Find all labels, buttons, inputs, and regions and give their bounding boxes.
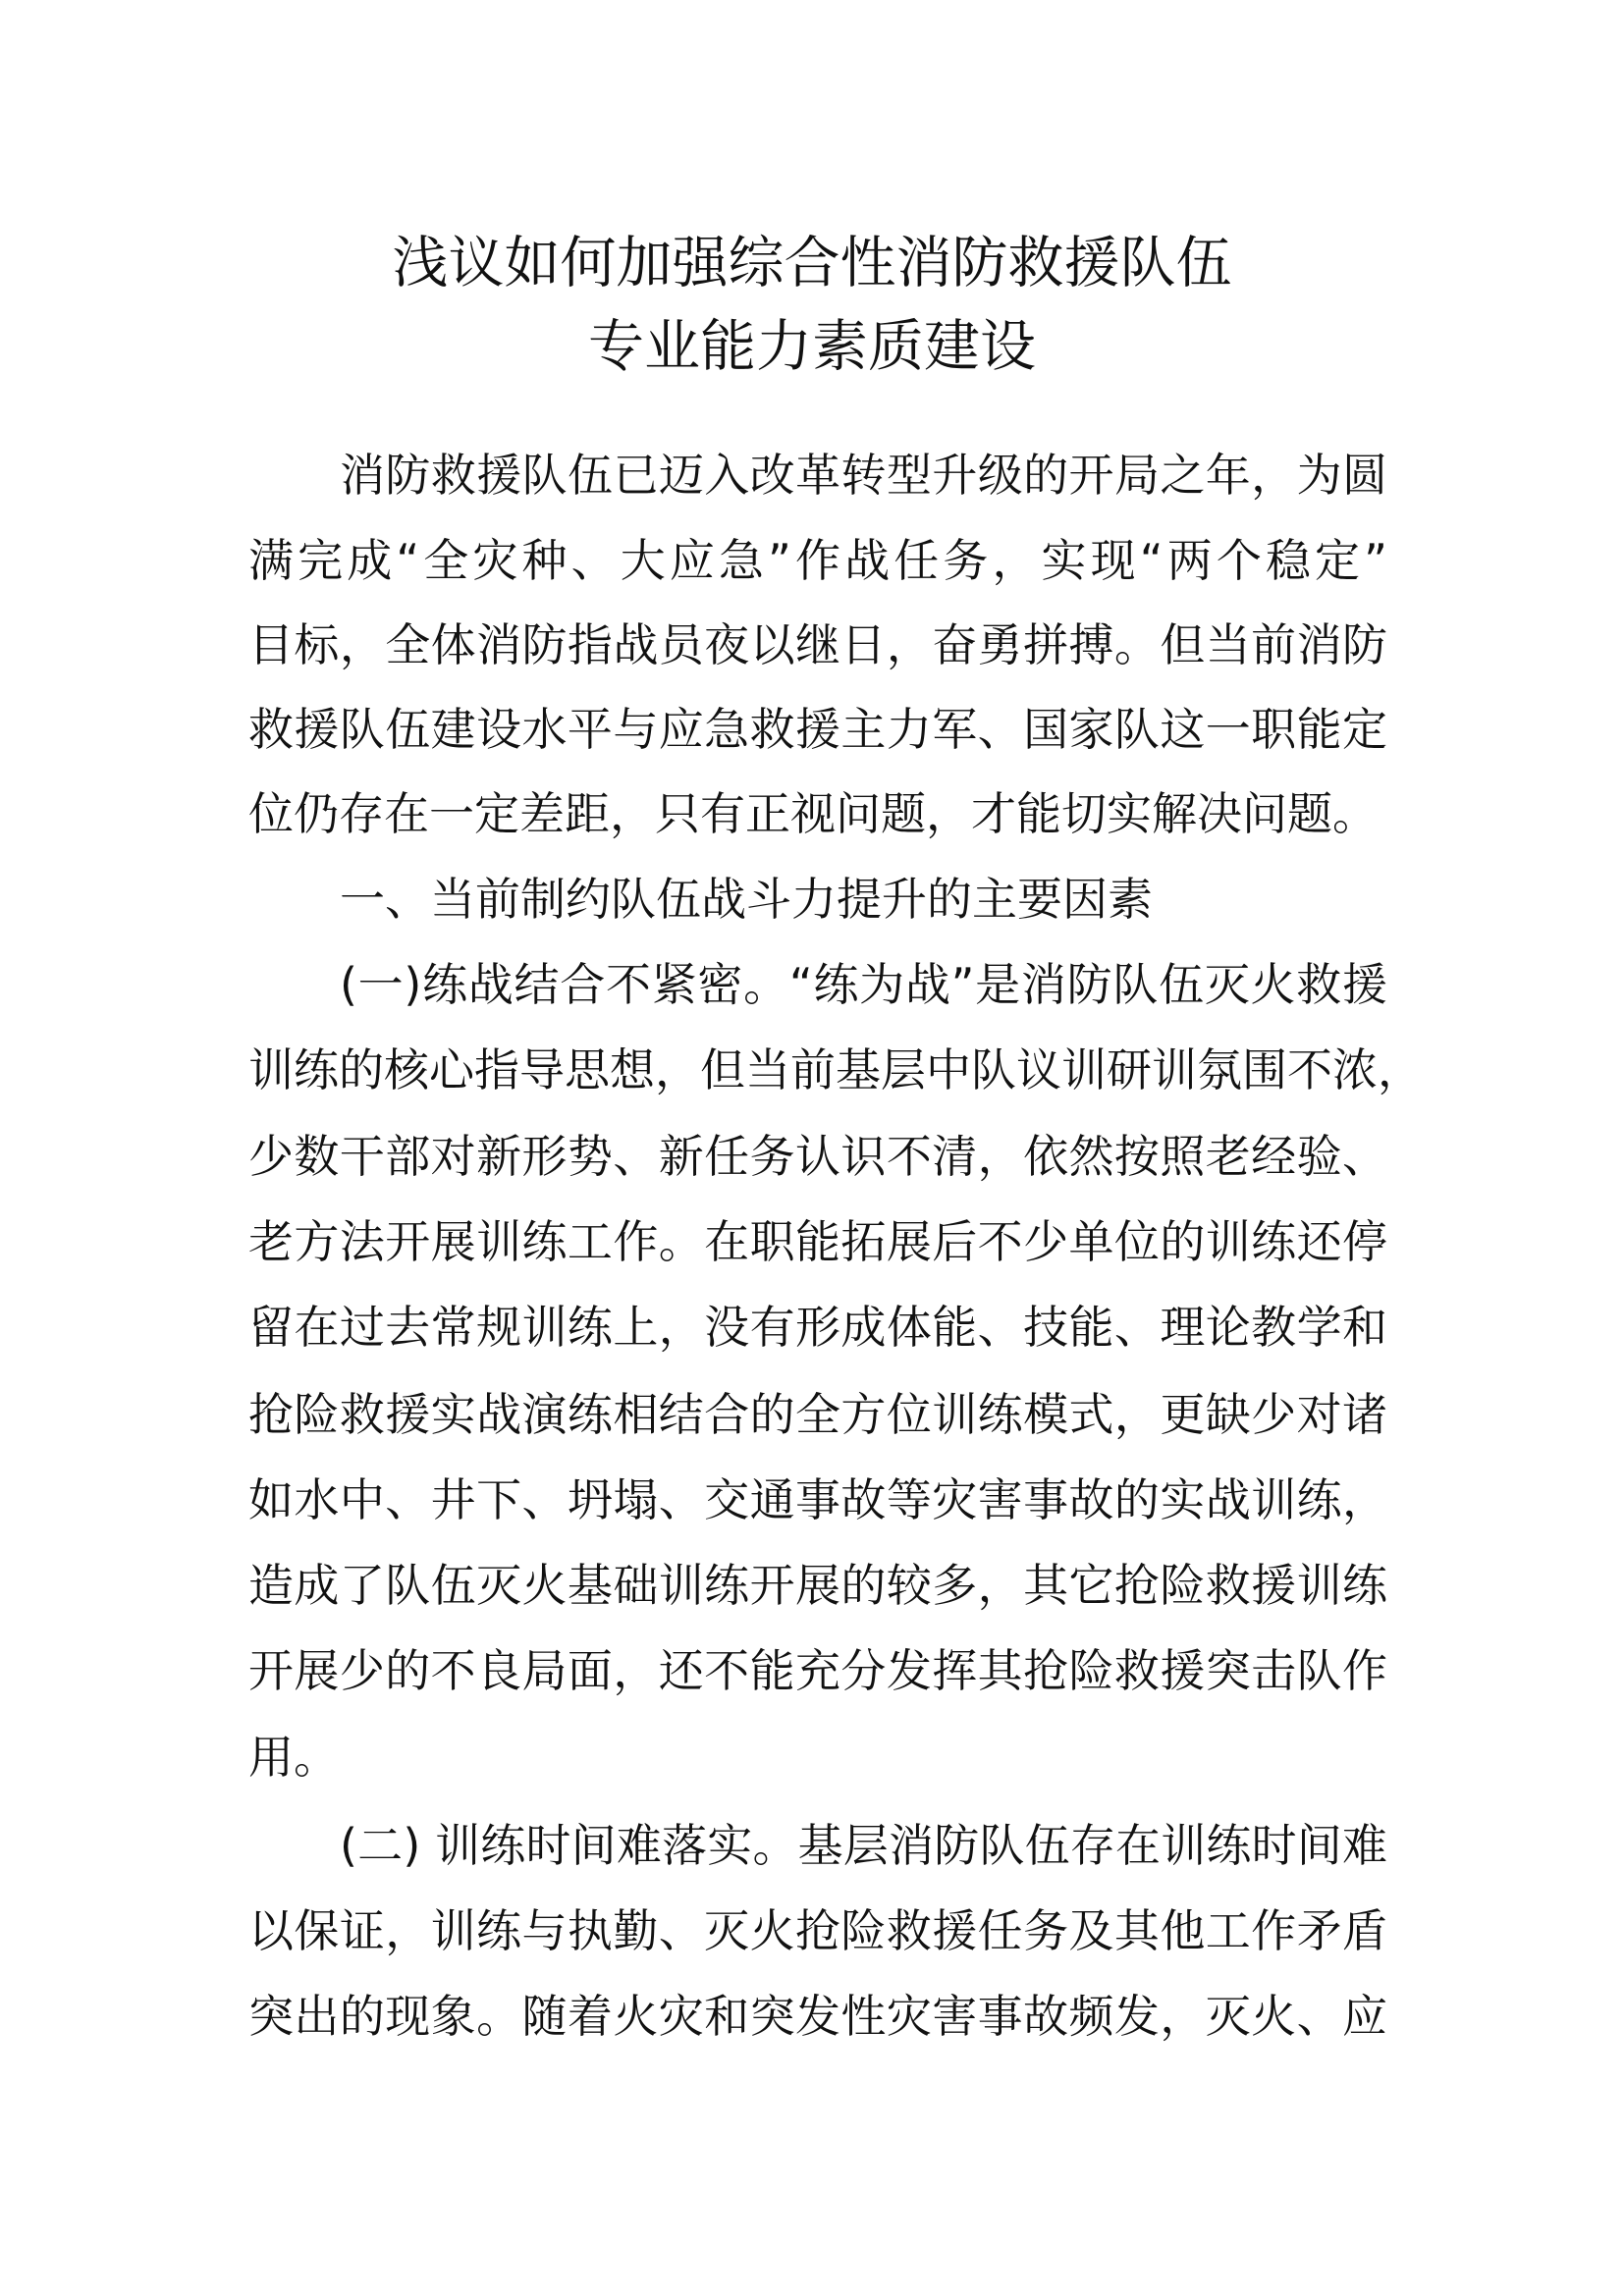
document-title-line-1: 浅议如何加强综合性消防救援队伍 <box>392 231 1232 295</box>
text-line: 如水中、井下、坍塌、交通事故等灾害事故的实战训练， <box>248 1473 1387 1526</box>
text-line: 留在过去常规训练上，没有形成体能、技能、理论教学和 <box>248 1301 1387 1354</box>
text-line: 少数干部对新形势、新任务认识不清，依然按照老经验、 <box>248 1130 1387 1183</box>
text-line: 造成了队伍灭火基础训练开展的较多，其它抢险救援训练 <box>248 1559 1387 1612</box>
text-line: 老方法开展训练工作。在职能拓展后不少单位的训练还停 <box>248 1215 1387 1268</box>
text-line: (一)练战结合不紧密。“练为战”是消防队伍灭火救援 <box>340 958 1387 1011</box>
text-line: 救援队伍建设水平与应急救援主力军、国家队这一职能定 <box>248 703 1387 756</box>
text-line: 目标，全体消防指战员夜以继日，奋勇拼搏。但当前消防 <box>248 618 1387 671</box>
text-line: 用。 <box>248 1731 339 1784</box>
text-line: 开展少的不良局面，还不能充分发挥其抢险救援突击队作 <box>248 1644 1387 1697</box>
text-line: 以保证，训练与执勤、灭火抢险救援任务及其他工作矛盾 <box>248 1904 1387 1957</box>
text-line: 突出的现象。随着火灾和突发性灾害事故频发，灭火、应 <box>248 1990 1387 2043</box>
section-heading: 一、当前制约队伍战斗力提升的主要因素 <box>340 873 1153 926</box>
text-line: 位仍存在一定差距，只有正视问题，才能切实解决问题。 <box>248 787 1378 840</box>
text-line: 抢险救援实战演练相结合的全方位训练模式，更缺少对诸 <box>248 1388 1387 1441</box>
text-line: (二) 训练时间难落实。基层消防队伍存在训练时间难 <box>340 1819 1387 1872</box>
text-line: 消防救援队伍已迈入改革转型升级的开局之年，为圆 <box>340 449 1387 502</box>
document-title-line-2: 专业能力素质建设 <box>588 314 1036 379</box>
text-line: 满完成“全灾种、大应急”作战任务，实现“两个稳定” <box>248 534 1387 587</box>
text-line: 训练的核心指导思想，但当前基层中队议训研训氛围不浓， <box>248 1043 1423 1096</box>
